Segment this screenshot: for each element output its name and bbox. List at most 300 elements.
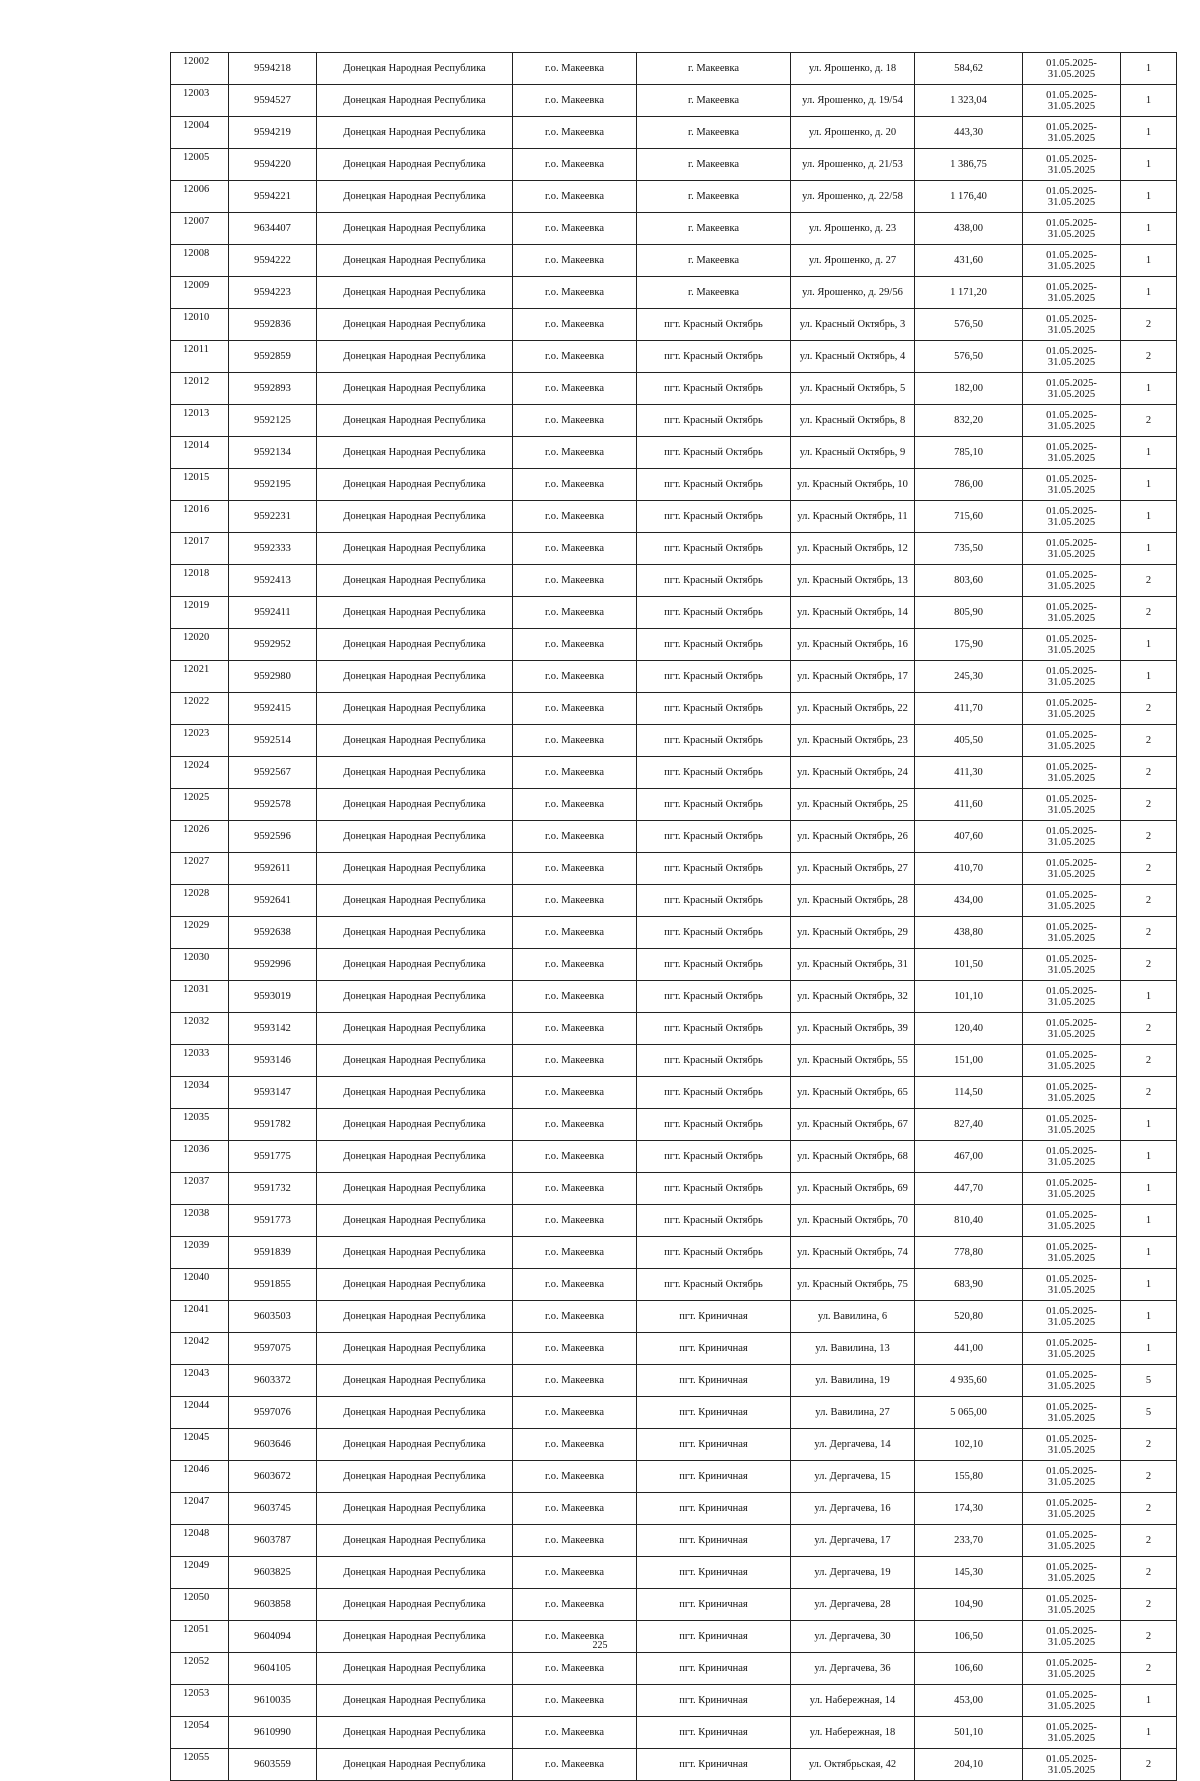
cell-area: 786,00 — [915, 469, 1023, 501]
cell-address: ул. Красный Октябрь, 16 — [791, 629, 915, 661]
cell-address: ул. Дергачева, 30 — [791, 1621, 915, 1653]
cell-region: Донецкая Народная Республика — [317, 917, 513, 949]
cell-count: 2 — [1121, 725, 1177, 757]
cell-object-code: 9603787 — [229, 1525, 317, 1557]
cell-count: 2 — [1121, 821, 1177, 853]
cell-settlement: пгт. Красный Октябрь — [637, 565, 791, 597]
cell-period: 01.05.2025-31.05.2025 — [1023, 1173, 1121, 1205]
cell-count: 2 — [1121, 309, 1177, 341]
cell-area: 434,00 — [915, 885, 1023, 917]
cell-address: ул. Красный Октябрь, 23 — [791, 725, 915, 757]
cell-settlement: пгт. Красный Октябрь — [637, 1269, 791, 1301]
cell-district: г.о. Макеевка — [513, 885, 637, 917]
cell-period: 01.05.2025-31.05.2025 — [1023, 597, 1121, 629]
table-row — [171, 1397, 1177, 1429]
cell-settlement: пгт. Криничная — [637, 1301, 791, 1333]
cell-record-id: 12016 — [171, 501, 229, 533]
cell-record-id: 12023 — [171, 725, 229, 757]
table-row — [171, 309, 1177, 341]
cell-object-code: 9594221 — [229, 181, 317, 213]
cell-district: г.о. Макеевка — [513, 117, 637, 149]
cell-count: 1 — [1121, 629, 1177, 661]
cell-area: 106,50 — [915, 1621, 1023, 1653]
cell-object-code: 9603503 — [229, 1301, 317, 1333]
cell-address: ул. Красный Октябрь, 14 — [791, 597, 915, 629]
cell-district: г.о. Макеевка — [513, 917, 637, 949]
cell-region: Донецкая Народная Республика — [317, 853, 513, 885]
cell-count: 1 — [1121, 277, 1177, 309]
cell-district: г.о. Макеевка — [513, 565, 637, 597]
cell-region: Донецкая Народная Республика — [317, 309, 513, 341]
cell-region: Донецкая Народная Республика — [317, 661, 513, 693]
cell-area: 101,50 — [915, 949, 1023, 981]
cell-object-code: 9603559 — [229, 1749, 317, 1781]
cell-region: Донецкая Народная Республика — [317, 501, 513, 533]
cell-address: ул. Ярошенко, д. 27 — [791, 245, 915, 277]
cell-address: ул. Вавилина, 13 — [791, 1333, 915, 1365]
cell-object-code: 9591855 — [229, 1269, 317, 1301]
table-row — [171, 853, 1177, 885]
cell-settlement: пгт. Красный Октябрь — [637, 661, 791, 693]
cell-area: 431,60 — [915, 245, 1023, 277]
cell-record-id: 12034 — [171, 1077, 229, 1109]
table-row — [171, 213, 1177, 245]
cell-district: г.о. Макеевка — [513, 245, 637, 277]
cell-area: 1 171,20 — [915, 277, 1023, 309]
cell-count: 2 — [1121, 597, 1177, 629]
cell-period: 01.05.2025-31.05.2025 — [1023, 917, 1121, 949]
table-row — [171, 1109, 1177, 1141]
cell-address: ул. Ярошенко, д. 29/56 — [791, 277, 915, 309]
cell-record-id: 12053 — [171, 1685, 229, 1717]
cell-settlement: пгт. Криничная — [637, 1333, 791, 1365]
cell-district: г.о. Макеевка — [513, 469, 637, 501]
cell-settlement: пгт. Криничная — [637, 1429, 791, 1461]
table-row — [171, 629, 1177, 661]
cell-district: г.о. Макеевка — [513, 1301, 637, 1333]
cell-settlement: г. Макеевка — [637, 149, 791, 181]
cell-address: ул. Красный Октябрь, 26 — [791, 821, 915, 853]
cell-record-id: 12010 — [171, 309, 229, 341]
cell-area: 102,10 — [915, 1429, 1023, 1461]
cell-district: г.о. Макеевка — [513, 1589, 637, 1621]
cell-count: 1 — [1121, 533, 1177, 565]
cell-record-id: 12005 — [171, 149, 229, 181]
cell-settlement: пгт. Красный Октябрь — [637, 597, 791, 629]
table-row — [171, 53, 1177, 85]
cell-address: ул. Красный Октябрь, 65 — [791, 1077, 915, 1109]
cell-period: 01.05.2025-31.05.2025 — [1023, 1557, 1121, 1589]
cell-settlement: пгт. Криничная — [637, 1525, 791, 1557]
cell-count: 5 — [1121, 1397, 1177, 1429]
cell-area: 5 065,00 — [915, 1397, 1023, 1429]
cell-area: 805,90 — [915, 597, 1023, 629]
cell-region: Донецкая Народная Республика — [317, 1205, 513, 1237]
cell-record-id: 12046 — [171, 1461, 229, 1493]
cell-area: 182,00 — [915, 373, 1023, 405]
cell-period: 01.05.2025-31.05.2025 — [1023, 405, 1121, 437]
cell-area: 411,30 — [915, 757, 1023, 789]
cell-settlement: пгт. Криничная — [637, 1621, 791, 1653]
cell-district: г.о. Макеевка — [513, 1205, 637, 1237]
table-row — [171, 1717, 1177, 1749]
cell-object-code: 9592952 — [229, 629, 317, 661]
cell-period: 01.05.2025-31.05.2025 — [1023, 1109, 1121, 1141]
cell-address: ул. Красный Октябрь, 25 — [791, 789, 915, 821]
cell-count: 1 — [1121, 437, 1177, 469]
cell-district: г.о. Макеевка — [513, 309, 637, 341]
table-row — [171, 1653, 1177, 1685]
cell-count: 1 — [1121, 981, 1177, 1013]
cell-object-code: 9603646 — [229, 1429, 317, 1461]
cell-count: 1 — [1121, 85, 1177, 117]
cell-region: Донецкая Народная Республика — [317, 1237, 513, 1269]
cell-settlement: пгт. Криничная — [637, 1717, 791, 1749]
cell-area: 410,70 — [915, 853, 1023, 885]
cell-record-id: 12018 — [171, 565, 229, 597]
cell-record-id: 12050 — [171, 1589, 229, 1621]
cell-record-id: 12011 — [171, 341, 229, 373]
cell-area: 101,10 — [915, 981, 1023, 1013]
cell-period: 01.05.2025-31.05.2025 — [1023, 1685, 1121, 1717]
cell-area: 584,62 — [915, 53, 1023, 85]
cell-record-id: 12013 — [171, 405, 229, 437]
cell-settlement: пгт. Красный Октябрь — [637, 949, 791, 981]
cell-district: г.о. Макеевка — [513, 85, 637, 117]
cell-count: 2 — [1121, 693, 1177, 725]
table-row — [171, 949, 1177, 981]
cell-record-id: 12042 — [171, 1333, 229, 1365]
cell-address: ул. Дергачева, 14 — [791, 1429, 915, 1461]
cell-area: 104,90 — [915, 1589, 1023, 1621]
cell-district: г.о. Макеевка — [513, 725, 637, 757]
cell-region: Донецкая Народная Республика — [317, 629, 513, 661]
cell-period: 01.05.2025-31.05.2025 — [1023, 1365, 1121, 1397]
cell-region: Донецкая Народная Республика — [317, 1461, 513, 1493]
cell-district: г.о. Макеевка — [513, 661, 637, 693]
cell-address: ул. Дергачева, 17 — [791, 1525, 915, 1557]
cell-record-id: 12007 — [171, 213, 229, 245]
cell-region: Донецкая Народная Республика — [317, 1109, 513, 1141]
cell-address: ул. Красный Октябрь, 29 — [791, 917, 915, 949]
table-row — [171, 917, 1177, 949]
cell-district: г.о. Макеевка — [513, 757, 637, 789]
cell-settlement: пгт. Красный Октябрь — [637, 885, 791, 917]
cell-district: г.о. Макеевка — [513, 373, 637, 405]
table-row — [171, 149, 1177, 181]
cell-address: ул. Дергачева, 16 — [791, 1493, 915, 1525]
cell-object-code: 9603858 — [229, 1589, 317, 1621]
cell-district: г.о. Макеевка — [513, 213, 637, 245]
table-row — [171, 117, 1177, 149]
cell-settlement: г. Макеевка — [637, 117, 791, 149]
cell-record-id: 12043 — [171, 1365, 229, 1397]
cell-count: 2 — [1121, 1013, 1177, 1045]
cell-address: ул. Вавилина, 19 — [791, 1365, 915, 1397]
cell-address: ул. Ярошенко, д. 18 — [791, 53, 915, 85]
cell-address: ул. Октябрьская, 42 — [791, 1749, 915, 1781]
cell-period: 01.05.2025-31.05.2025 — [1023, 309, 1121, 341]
cell-address: ул. Красный Октябрь, 5 — [791, 373, 915, 405]
cell-count: 1 — [1121, 213, 1177, 245]
cell-count: 1 — [1121, 1685, 1177, 1717]
cell-period: 01.05.2025-31.05.2025 — [1023, 245, 1121, 277]
cell-district: г.о. Макеевка — [513, 1013, 637, 1045]
cell-district: г.о. Макеевка — [513, 1525, 637, 1557]
cell-settlement: пгт. Красный Октябрь — [637, 1173, 791, 1205]
cell-count: 1 — [1121, 1301, 1177, 1333]
cell-record-id: 12031 — [171, 981, 229, 1013]
cell-record-id: 12045 — [171, 1429, 229, 1461]
cell-settlement: пгт. Красный Октябрь — [637, 1109, 791, 1141]
cell-district: г.о. Макеевка — [513, 1365, 637, 1397]
cell-object-code: 9594222 — [229, 245, 317, 277]
cell-area: 810,40 — [915, 1205, 1023, 1237]
cell-period: 01.05.2025-31.05.2025 — [1023, 501, 1121, 533]
cell-count: 2 — [1121, 789, 1177, 821]
cell-settlement: пгт. Красный Октябрь — [637, 1045, 791, 1077]
cell-district: г.о. Макеевка — [513, 1109, 637, 1141]
cell-district: г.о. Макеевка — [513, 1333, 637, 1365]
cell-settlement: пгт. Красный Октябрь — [637, 1013, 791, 1045]
table-row — [171, 693, 1177, 725]
cell-area: 803,60 — [915, 565, 1023, 597]
cell-address: ул. Вавилина, 6 — [791, 1301, 915, 1333]
cell-region: Донецкая Народная Республика — [317, 341, 513, 373]
cell-area: 405,50 — [915, 725, 1023, 757]
cell-district: г.о. Макеевка — [513, 149, 637, 181]
cell-period: 01.05.2025-31.05.2025 — [1023, 1205, 1121, 1237]
cell-settlement: пгт. Криничная — [637, 1461, 791, 1493]
cell-record-id: 12017 — [171, 533, 229, 565]
table-row — [171, 501, 1177, 533]
cell-count: 1 — [1121, 181, 1177, 213]
cell-record-id: 12025 — [171, 789, 229, 821]
cell-address: ул. Ярошенко, д. 21/53 — [791, 149, 915, 181]
cell-address: ул. Ярошенко, д. 22/58 — [791, 181, 915, 213]
cell-settlement: пгт. Красный Октябрь — [637, 1237, 791, 1269]
cell-region: Донецкая Народная Республика — [317, 1589, 513, 1621]
cell-count: 1 — [1121, 373, 1177, 405]
table-row — [171, 1525, 1177, 1557]
cell-object-code: 9592134 — [229, 437, 317, 469]
cell-region: Донецкая Народная Республика — [317, 725, 513, 757]
cell-address: ул. Красный Октябрь, 74 — [791, 1237, 915, 1269]
cell-settlement: пгт. Криничная — [637, 1557, 791, 1589]
cell-object-code: 9591839 — [229, 1237, 317, 1269]
page-number: 225 — [592, 1640, 608, 1651]
cell-region: Донецкая Народная Республика — [317, 981, 513, 1013]
cell-address: ул. Красный Октябрь, 67 — [791, 1109, 915, 1141]
cell-period: 01.05.2025-31.05.2025 — [1023, 1045, 1121, 1077]
cell-area: 155,80 — [915, 1461, 1023, 1493]
cell-period: 01.05.2025-31.05.2025 — [1023, 181, 1121, 213]
cell-object-code: 9593146 — [229, 1045, 317, 1077]
cell-count: 1 — [1121, 53, 1177, 85]
cell-settlement: пгт. Красный Октябрь — [637, 629, 791, 661]
cell-address: ул. Красный Октябрь, 4 — [791, 341, 915, 373]
cell-address: ул. Ярошенко, д. 23 — [791, 213, 915, 245]
cell-period: 01.05.2025-31.05.2025 — [1023, 53, 1121, 85]
cell-address: ул. Ярошенко, д. 19/54 — [791, 85, 915, 117]
cell-object-code: 9592859 — [229, 341, 317, 373]
table-row — [171, 1749, 1177, 1781]
cell-period: 01.05.2025-31.05.2025 — [1023, 373, 1121, 405]
cell-region: Донецкая Народная Республика — [317, 1397, 513, 1429]
cell-period: 01.05.2025-31.05.2025 — [1023, 1269, 1121, 1301]
cell-region: Донецкая Народная Республика — [317, 1045, 513, 1077]
cell-region: Донецкая Народная Республика — [317, 405, 513, 437]
cell-region: Донецкая Народная Республика — [317, 85, 513, 117]
cell-settlement: пгт. Красный Октябрь — [637, 725, 791, 757]
cell-object-code: 9594218 — [229, 53, 317, 85]
cell-count: 2 — [1121, 1557, 1177, 1589]
cell-address: ул. Красный Октябрь, 24 — [791, 757, 915, 789]
cell-period: 01.05.2025-31.05.2025 — [1023, 1653, 1121, 1685]
cell-district: г.о. Макеевка — [513, 1621, 637, 1653]
cell-period: 01.05.2025-31.05.2025 — [1023, 1429, 1121, 1461]
table-row — [171, 245, 1177, 277]
cell-region: Донецкая Народная Республика — [317, 1525, 513, 1557]
cell-count: 2 — [1121, 917, 1177, 949]
cell-record-id: 12019 — [171, 597, 229, 629]
cell-settlement: пгт. Криничная — [637, 1493, 791, 1525]
cell-area: 1 323,04 — [915, 85, 1023, 117]
cell-region: Донецкая Народная Республика — [317, 1621, 513, 1653]
cell-settlement: пгт. Криничная — [637, 1653, 791, 1685]
cell-object-code: 9592125 — [229, 405, 317, 437]
cell-count: 2 — [1121, 1429, 1177, 1461]
cell-count: 2 — [1121, 1621, 1177, 1653]
cell-district: г.о. Макеевка — [513, 1749, 637, 1781]
cell-count: 5 — [1121, 1365, 1177, 1397]
cell-address: ул. Красный Октябрь, 32 — [791, 981, 915, 1013]
cell-period: 01.05.2025-31.05.2025 — [1023, 1333, 1121, 1365]
cell-area: 114,50 — [915, 1077, 1023, 1109]
cell-record-id: 12015 — [171, 469, 229, 501]
cell-object-code: 9603372 — [229, 1365, 317, 1397]
cell-object-code: 9592836 — [229, 309, 317, 341]
table-row — [171, 597, 1177, 629]
cell-object-code: 9594527 — [229, 85, 317, 117]
cell-record-id: 12030 — [171, 949, 229, 981]
cell-region: Донецкая Народная Республика — [317, 789, 513, 821]
cell-settlement: пгт. Красный Октябрь — [637, 821, 791, 853]
registry-sheet — [170, 52, 1152, 1781]
table-row — [171, 437, 1177, 469]
cell-object-code: 9591732 — [229, 1173, 317, 1205]
cell-address: ул. Красный Октябрь, 68 — [791, 1141, 915, 1173]
cell-region: Донецкая Народная Республика — [317, 149, 513, 181]
cell-region: Донецкая Народная Республика — [317, 821, 513, 853]
cell-record-id: 12055 — [171, 1749, 229, 1781]
cell-region: Донецкая Народная Республика — [317, 1493, 513, 1525]
cell-district: г.о. Макеевка — [513, 405, 637, 437]
table-row — [171, 1013, 1177, 1045]
cell-settlement: пгт. Красный Октябрь — [637, 341, 791, 373]
cell-address: ул. Красный Октябрь, 17 — [791, 661, 915, 693]
cell-period: 01.05.2025-31.05.2025 — [1023, 437, 1121, 469]
cell-address: ул. Красный Октябрь, 3 — [791, 309, 915, 341]
cell-settlement: пгт. Криничная — [637, 1397, 791, 1429]
cell-record-id: 12027 — [171, 853, 229, 885]
cell-settlement: г. Макеевка — [637, 85, 791, 117]
cell-address: ул. Красный Октябрь, 69 — [791, 1173, 915, 1205]
cell-count: 1 — [1121, 1269, 1177, 1301]
cell-settlement: пгт. Красный Октябрь — [637, 1141, 791, 1173]
cell-district: г.о. Макеевка — [513, 981, 637, 1013]
table-row — [171, 757, 1177, 789]
cell-region: Донецкая Народная Республика — [317, 245, 513, 277]
cell-count: 2 — [1121, 1525, 1177, 1557]
cell-object-code: 9592611 — [229, 853, 317, 885]
cell-period: 01.05.2025-31.05.2025 — [1023, 949, 1121, 981]
cell-settlement: пгт. Красный Октябрь — [637, 1077, 791, 1109]
cell-count: 1 — [1121, 1109, 1177, 1141]
cell-object-code: 9597076 — [229, 1397, 317, 1429]
table-row — [171, 533, 1177, 565]
cell-region: Донецкая Народная Республика — [317, 885, 513, 917]
cell-region: Донецкая Народная Республика — [317, 949, 513, 981]
cell-period: 01.05.2025-31.05.2025 — [1023, 821, 1121, 853]
table-row — [171, 469, 1177, 501]
cell-address: ул. Вавилина, 27 — [791, 1397, 915, 1429]
cell-record-id: 12009 — [171, 277, 229, 309]
cell-area: 407,60 — [915, 821, 1023, 853]
cell-object-code: 9592638 — [229, 917, 317, 949]
table-row — [171, 885, 1177, 917]
cell-area: 233,70 — [915, 1525, 1023, 1557]
cell-record-id: 12021 — [171, 661, 229, 693]
cell-district: г.о. Макеевка — [513, 949, 637, 981]
table-row — [171, 1269, 1177, 1301]
cell-district: г.о. Макеевка — [513, 629, 637, 661]
cell-period: 01.05.2025-31.05.2025 — [1023, 1749, 1121, 1781]
cell-period: 01.05.2025-31.05.2025 — [1023, 1013, 1121, 1045]
cell-region: Донецкая Народная Республика — [317, 1717, 513, 1749]
cell-count: 2 — [1121, 1653, 1177, 1685]
cell-district: г.о. Макеевка — [513, 1557, 637, 1589]
table-row — [171, 1205, 1177, 1237]
cell-region: Донецкая Народная Республика — [317, 1365, 513, 1397]
cell-district: г.о. Макеевка — [513, 789, 637, 821]
cell-area: 735,50 — [915, 533, 1023, 565]
cell-area: 1 176,40 — [915, 181, 1023, 213]
cell-record-id: 12041 — [171, 1301, 229, 1333]
cell-object-code: 9592415 — [229, 693, 317, 725]
table-row — [171, 1461, 1177, 1493]
cell-count: 2 — [1121, 1077, 1177, 1109]
cell-area: 832,20 — [915, 405, 1023, 437]
cell-object-code: 9592411 — [229, 597, 317, 629]
cell-area: 4 935,60 — [915, 1365, 1023, 1397]
cell-period: 01.05.2025-31.05.2025 — [1023, 1461, 1121, 1493]
cell-object-code: 9591773 — [229, 1205, 317, 1237]
cell-district: г.о. Макеевка — [513, 533, 637, 565]
cell-record-id: 12029 — [171, 917, 229, 949]
cell-period: 01.05.2025-31.05.2025 — [1023, 1589, 1121, 1621]
table-row — [171, 1589, 1177, 1621]
cell-region: Донецкая Народная Республика — [317, 1429, 513, 1461]
table-row — [171, 1301, 1177, 1333]
cell-settlement: пгт. Криничная — [637, 1749, 791, 1781]
cell-area: 174,30 — [915, 1493, 1023, 1525]
cell-period: 01.05.2025-31.05.2025 — [1023, 885, 1121, 917]
table-row — [171, 565, 1177, 597]
cell-count: 1 — [1121, 1141, 1177, 1173]
cell-area: 827,40 — [915, 1109, 1023, 1141]
cell-area: 245,30 — [915, 661, 1023, 693]
